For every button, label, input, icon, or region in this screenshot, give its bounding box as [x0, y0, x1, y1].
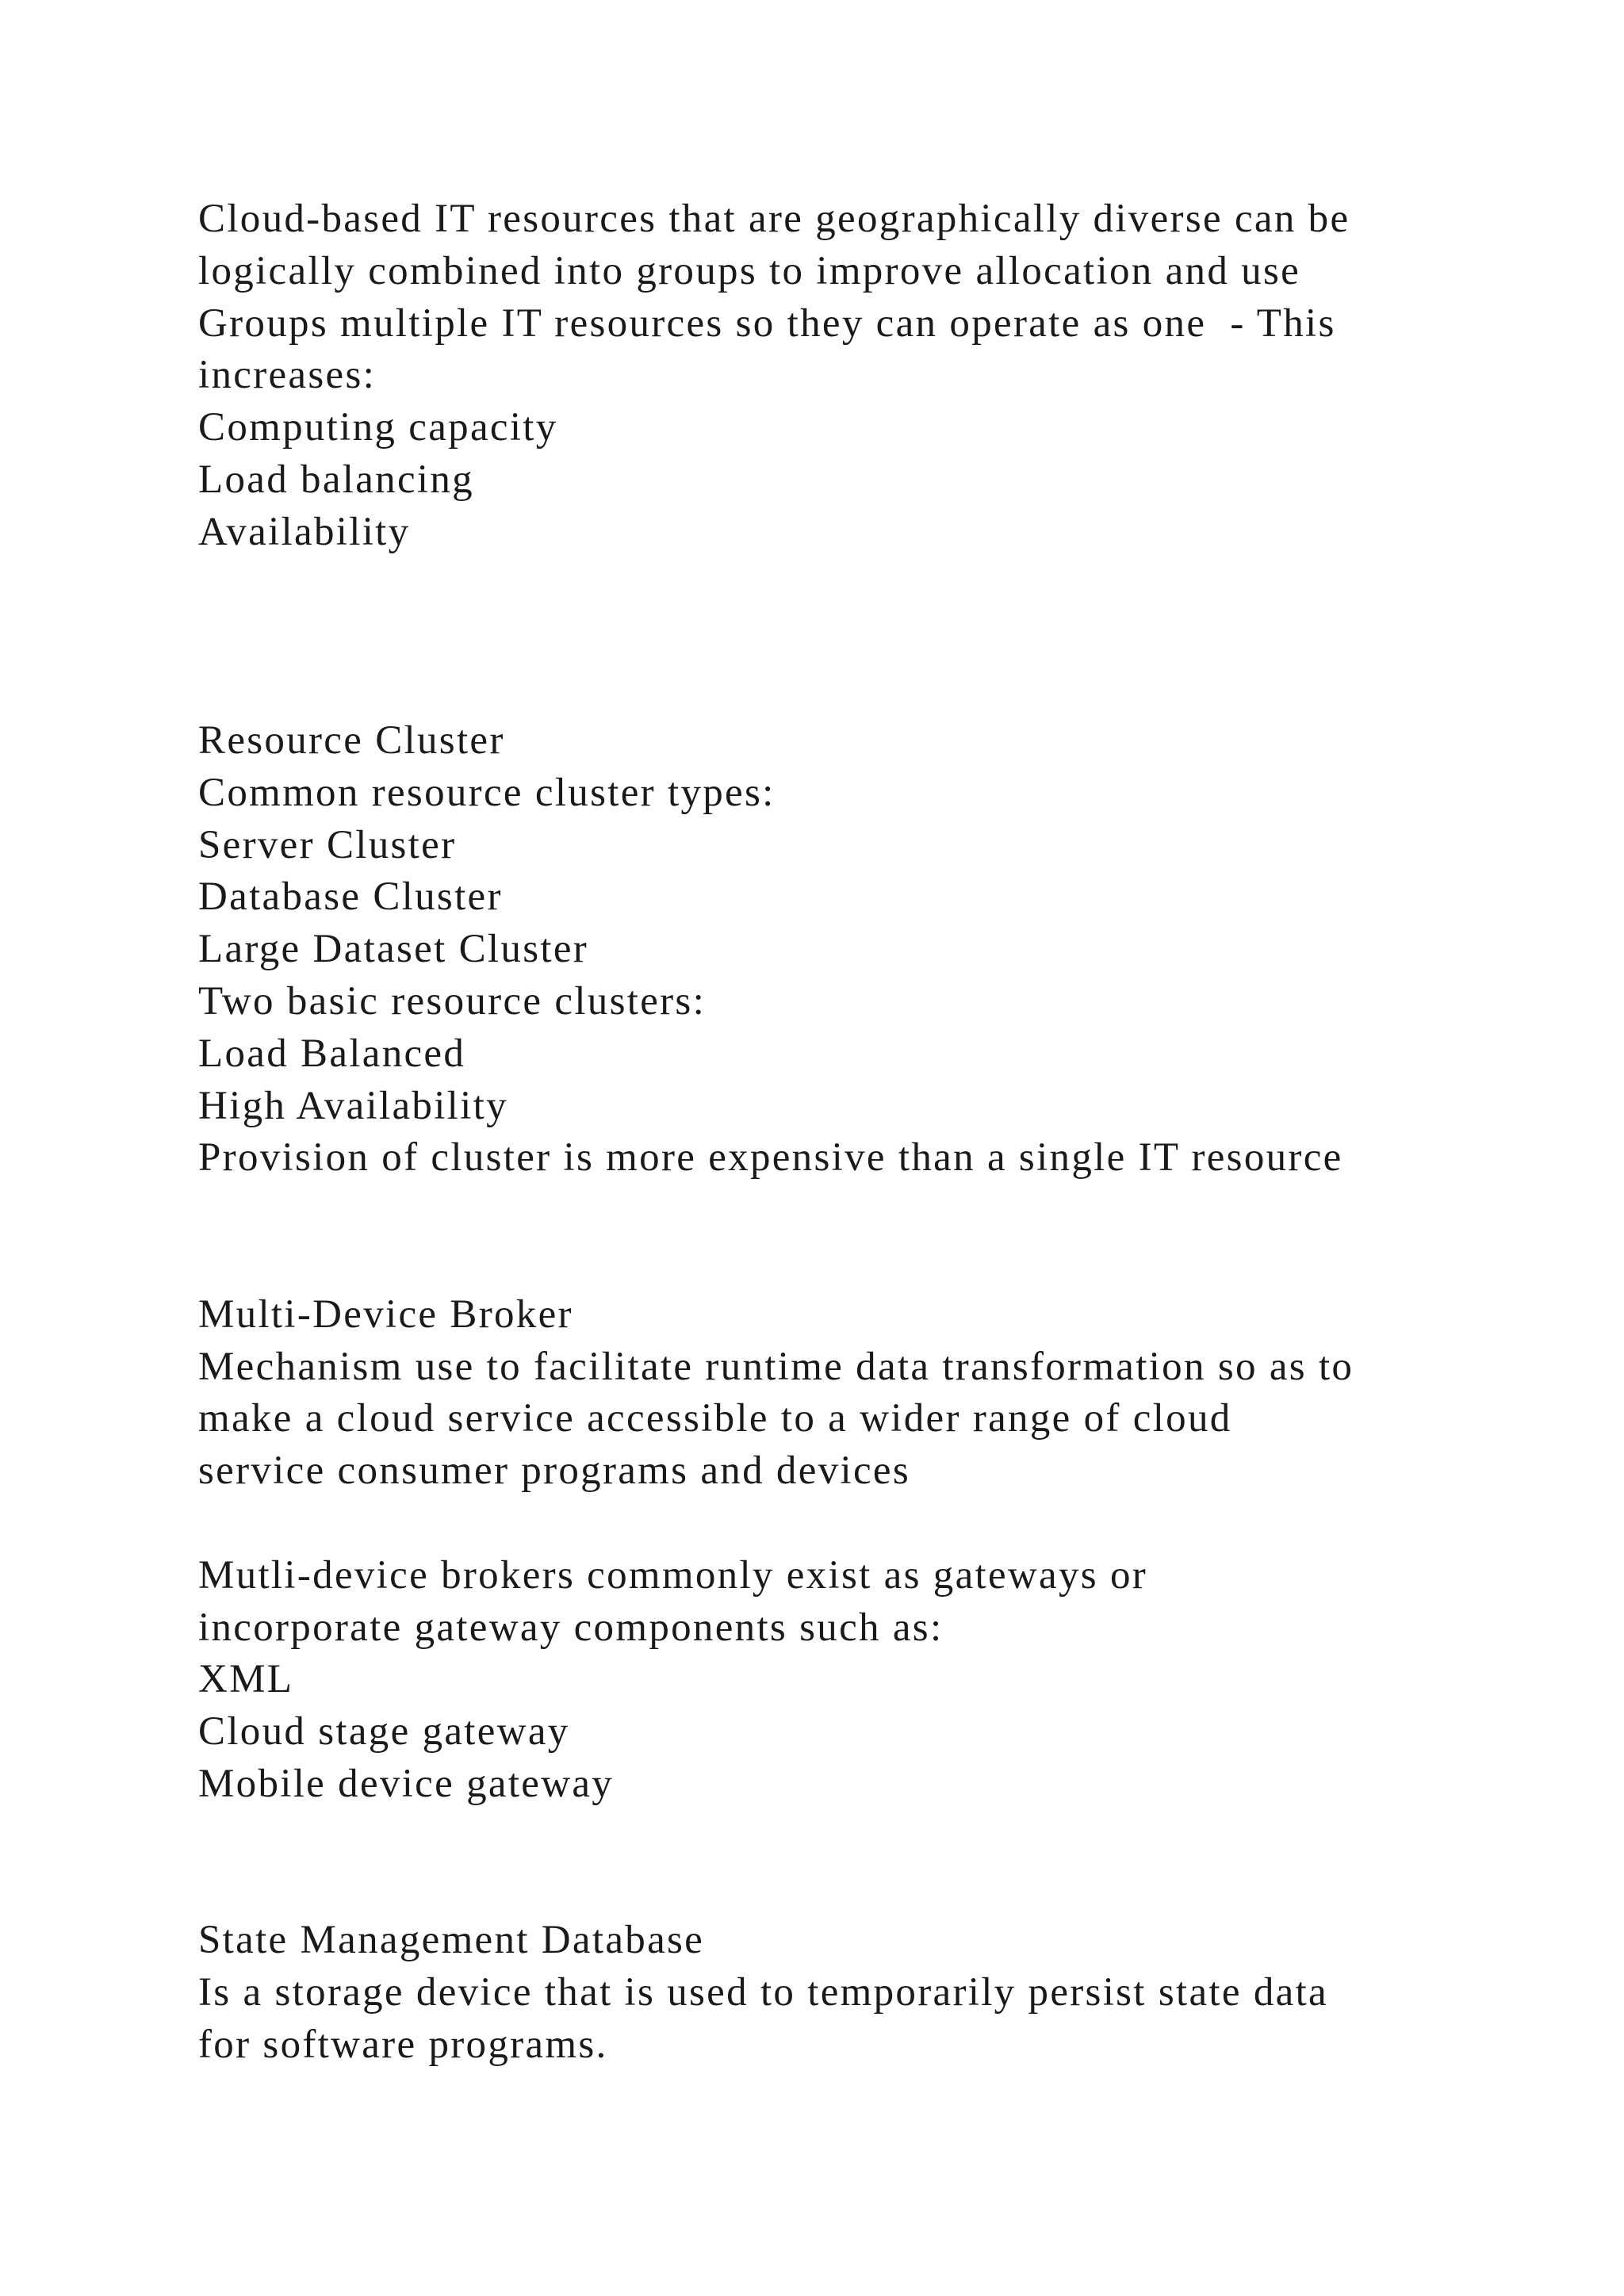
text-line: make a cloud service accessible to a wider range of cloud [198, 1396, 1232, 1441]
blank-line [198, 663, 1499, 715]
text-line: Load balancing [198, 457, 474, 502]
text-line: for software programs. [198, 2022, 608, 2067]
text-line: Provision of cluster is more expensive than a single IT resource [198, 1135, 1343, 1181]
text-line: XML [198, 1657, 294, 1702]
section-heading: State Management Database [198, 1918, 705, 1963]
text-line: Large Dataset Cluster [198, 927, 589, 972]
blank-line [198, 1184, 1499, 1237]
blank-line [198, 1811, 1499, 1863]
document-body [198, 193, 1499, 2072]
section-heading: Resource Cluster [198, 718, 505, 763]
blank-line [198, 559, 1499, 611]
text-line: Two basic resource clusters: [198, 978, 707, 1024]
text-line: Is a storage device that is used to temporarily persist state data [198, 1970, 1328, 2015]
text-line: Database Cluster [198, 874, 503, 920]
text-line: Cloud-based IT resources that are geographically diverse can be [198, 197, 1350, 241]
blank-line [198, 1863, 1499, 1915]
text-line: Groups multiple IT resources so they can operate as one - This [198, 300, 1336, 346]
text-line: Mechanism use to facilitate runtime data transformation so as to [198, 1344, 1354, 1389]
text-line: Computing capacity [198, 405, 558, 450]
text-line: Load Balanced [198, 1031, 466, 1076]
text-line: Common resource cluster types: [198, 770, 776, 815]
section-heading: Multi-Device Broker [198, 1292, 573, 1337]
text-line: increases: [198, 353, 377, 398]
text-line: Server Cluster [198, 822, 457, 867]
text-line: Mutli-device brokers commonly exist as gateways or [198, 1552, 1148, 1598]
blank-line [198, 610, 1499, 663]
blank-line [198, 1498, 1499, 1550]
text-line: High Availability [198, 1083, 508, 1128]
text-line: Mobile device gateway [198, 1761, 615, 1806]
text-line: Availability [198, 509, 411, 554]
text-line: Cloud stage gateway [198, 1709, 570, 1755]
text-line: logically combined into groups to improve allocation and use [198, 248, 1301, 293]
text-line: service consumer programs and devices [198, 1448, 910, 1494]
text-line: incorporate gateway components such as: [198, 1605, 944, 1650]
blank-line [198, 1237, 1499, 1289]
